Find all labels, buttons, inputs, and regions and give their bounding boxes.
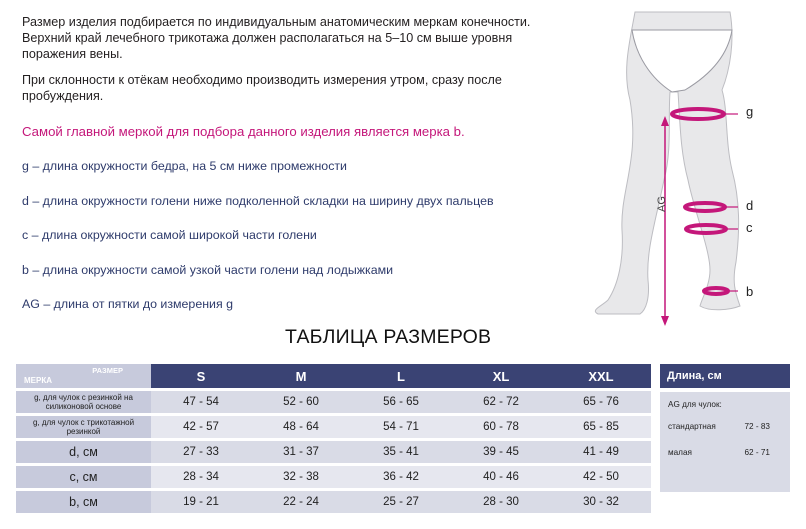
table-cell: 54 - 71 [351,416,451,438]
label-c: c [746,220,753,235]
table-cell: 19 - 21 [151,491,251,513]
table-cell: 36 - 42 [351,466,451,488]
intro-paragraph-2: При склонности к отёкам необходимо производить измерения утром, сразу после пробуждения. [22,73,502,103]
label-b: b [746,284,754,299]
length-header: Длина, см [660,364,790,388]
table-cell: 28 - 34 [151,466,251,488]
size-table [16,361,651,516]
definition-c: c – длина окружности самой широкой части голени [22,228,317,242]
table-cell: 30 - 32 [551,491,651,513]
corner-size-label: РАЗМЕР [92,366,123,375]
table-cell: 39 - 45 [451,441,551,463]
table-row [16,391,651,413]
label-g: g [746,104,754,119]
length-row [668,422,778,431]
size-xl: XL [451,364,551,388]
row-label: c, см [16,466,151,488]
table-title: ТАБЛИЦА РАЗМЕРОВ [285,326,492,348]
definitions-list [22,159,494,332]
length-body [660,392,790,492]
table-cell: 27 - 33 [151,441,251,463]
table-cell: 56 - 65 [351,391,451,413]
row-label: d, см [16,441,151,463]
table-cell: 28 - 30 [451,491,551,513]
label-ag: AG [655,196,668,212]
table-cell: 52 - 60 [251,391,351,413]
size-header-row [16,364,651,388]
length-row-value: 72 - 83 [744,422,770,431]
corner-measure-label: МЕРКА [24,376,52,385]
row-label: g, для чулок с резинкой на силиконовой основе [16,391,151,413]
table-cell: 62 - 72 [451,391,551,413]
legs-illustration [560,0,806,330]
length-row-value: 62 - 71 [744,448,770,457]
length-row [668,448,778,457]
length-ag-label: AG для чулок: [668,400,722,409]
table-row [16,491,651,513]
table-corner [16,364,151,388]
table-cell: 65 - 85 [551,416,651,438]
table-cell: 48 - 64 [251,416,351,438]
intro-paragraph-1: Размер изделия подбирается по индивидуальным анатомическим меркам конечности. Верхний край лечебного трикотажа должен располагаться на 5–10 см выше уровня поражения вены. [22,15,531,61]
main-measure-note: Самой главной меркой для подбора данного изделия является мерка b. [22,124,465,139]
legs-drawing [560,0,806,330]
intro-text [22,14,562,114]
table-cell: 31 - 37 [251,441,351,463]
table-cell: 22 - 24 [251,491,351,513]
size-xxl: XXL [551,364,651,388]
label-d: d [746,198,754,213]
table-cell: 40 - 46 [451,466,551,488]
table-row [16,416,651,438]
table-cell: 41 - 49 [551,441,651,463]
table-cell: 35 - 41 [351,441,451,463]
definition-g: g – длина окружности бедра, на 5 см ниже промежности [22,159,347,173]
definition-d: d – длина окружности голени ниже подколенной складки на ширину двух пальцев [22,193,494,208]
definition-ag: AG – длина от пятки до измерения g [22,297,234,311]
length-table [660,364,790,492]
table-cell: 65 - 76 [551,391,651,413]
table-cell: 42 - 57 [151,416,251,438]
table-cell: 60 - 78 [451,416,551,438]
length-row-name: малая [668,448,692,457]
table-row [16,441,651,463]
definition-b: b – длина окружности самой узкой части голени над лодыжками [22,262,394,277]
table-cell: 42 - 50 [551,466,651,488]
size-s: S [151,364,251,388]
table-cell: 47 - 54 [151,391,251,413]
row-label: b, см [16,491,151,513]
size-m: M [251,364,351,388]
row-label: g, для чулок с трикотажной резинкой [16,416,151,438]
length-row-name: стандартная [668,422,716,431]
size-l: L [351,364,451,388]
table-cell: 32 - 38 [251,466,351,488]
table-row [16,466,651,488]
table-cell: 25 - 27 [351,491,451,513]
